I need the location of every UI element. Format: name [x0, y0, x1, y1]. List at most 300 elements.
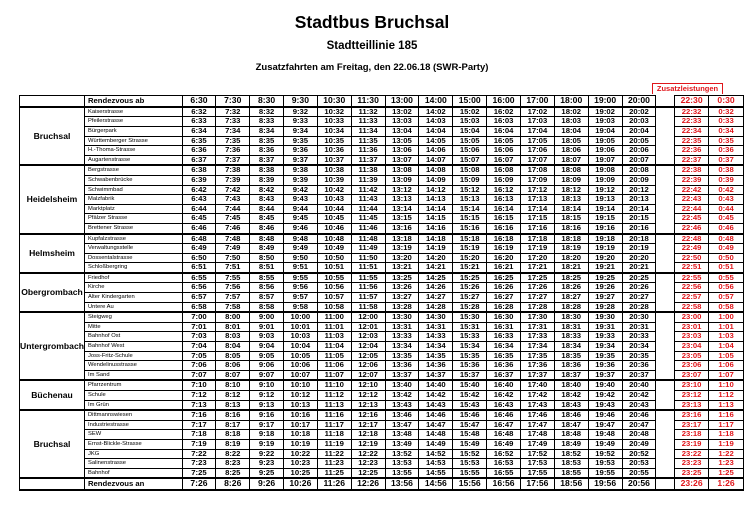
- time-cell: 9:06: [250, 361, 284, 371]
- extra-time-cell: 22:49: [675, 244, 709, 254]
- time-cell: 13:48: [385, 430, 419, 440]
- time-cell: 20:27: [622, 293, 656, 303]
- time-cell: 18:04: [554, 126, 588, 136]
- stop-name: Pfälzer Strasse: [84, 214, 182, 224]
- time-cell: 9:22: [250, 449, 284, 459]
- time-cell: 11:10: [317, 380, 351, 390]
- time-cell: 13:14: [385, 204, 419, 214]
- time-cell: 10:18: [283, 430, 317, 440]
- time-cell: 9:07: [250, 370, 284, 380]
- time-cell: 6:46: [182, 223, 216, 233]
- stop-name: Salinenstrasse: [84, 459, 182, 469]
- stop-name: Kupfalzstrasse: [84, 234, 182, 244]
- time-cell: 20:25: [622, 273, 656, 283]
- time-cell: 13:30: [385, 312, 419, 322]
- stop-name: Pfeilerstrasse: [84, 117, 182, 127]
- time-cell: 20:13: [622, 195, 656, 205]
- stop-name: Bergstrasse: [84, 165, 182, 175]
- time-cell: 18:33: [554, 332, 588, 342]
- time-cell: 18:36: [554, 361, 588, 371]
- time-cell: 19:30: [588, 312, 622, 322]
- table-row: [20, 223, 744, 233]
- time-cell: 11:26: [317, 478, 351, 490]
- time-cell: 14:25: [419, 273, 453, 283]
- time-cell: 9:46: [283, 223, 317, 233]
- time-cell: 13:02: [385, 107, 419, 117]
- time-cell: 7:17: [182, 420, 216, 430]
- time-cell: 6:39: [182, 175, 216, 185]
- time-cell: 18:28: [554, 302, 588, 312]
- extra-time-cell: 23:19: [675, 439, 709, 449]
- time-cell: 13:37: [385, 370, 419, 380]
- time-cell: 8:49: [250, 244, 284, 254]
- time-cell: 20:05: [622, 136, 656, 146]
- column-gap: [656, 342, 675, 352]
- time-cell: 17:13: [520, 195, 554, 205]
- time-cell: 13:20: [385, 253, 419, 263]
- time-cell: 6:51: [182, 263, 216, 273]
- time-cell: 8:05: [216, 351, 250, 361]
- time-cell: 7:18: [182, 430, 216, 440]
- time-cell: 6:33: [182, 117, 216, 127]
- time-cell: 7:37: [216, 155, 250, 165]
- time-cell: 13:27: [385, 293, 419, 303]
- time-cell: 14:03: [419, 117, 453, 127]
- time-cell: 17:07: [520, 155, 554, 165]
- stop-name: Schloßbergring: [84, 263, 182, 273]
- time-cell: 20:28: [622, 302, 656, 312]
- time-cell: 17:18: [520, 234, 554, 244]
- time-cell: 20:43: [622, 400, 656, 410]
- time-cell: 10:46: [317, 223, 351, 233]
- time-cell: 7:35: [216, 136, 250, 146]
- time-cell: 14:16: [419, 223, 453, 233]
- time-cell: 10:43: [317, 195, 351, 205]
- time-cell: 10:56: [317, 283, 351, 293]
- time-cell: 19:35: [588, 351, 622, 361]
- column-gap: [656, 136, 675, 146]
- time-cell: 20:21: [622, 263, 656, 273]
- time-cell: 14:26: [419, 283, 453, 293]
- time-cell: 13:21: [385, 263, 419, 273]
- time-cell: 18:53: [554, 459, 588, 469]
- time-cell: 8:03: [216, 332, 250, 342]
- time-cell: 19:55: [588, 468, 622, 478]
- column-gap: [656, 244, 675, 254]
- time-cell: 16:30: [487, 312, 521, 322]
- stop-name: JKG: [84, 449, 182, 459]
- time-cell: 17:49: [520, 439, 554, 449]
- time-cell: 15:31: [453, 322, 487, 332]
- time-cell: 16:09: [487, 175, 521, 185]
- time-cell: 8:38: [250, 165, 284, 175]
- time-cell: 17:15: [520, 214, 554, 224]
- column-gap: [656, 126, 675, 136]
- time-cell: 17:43: [520, 400, 554, 410]
- time-cell: 18:05: [554, 136, 588, 146]
- time-cell: 10:36: [317, 146, 351, 156]
- time-cell: 15:18: [453, 234, 487, 244]
- time-cell: 19:36: [588, 361, 622, 371]
- extra-time-cell: 22:45: [675, 214, 709, 224]
- time-cell: 13:15: [385, 214, 419, 224]
- time-cell: 8:55: [250, 273, 284, 283]
- time-cell: 8:17: [216, 420, 250, 430]
- time-cell: 13:12: [385, 185, 419, 195]
- extra-time-cell: 1:17: [709, 420, 744, 430]
- time-cell: 18:27: [554, 293, 588, 303]
- time-cell: 16:08: [487, 165, 521, 175]
- time-cell: 16:53: [487, 459, 521, 469]
- stop-name: H.-Thoma-Strasse: [84, 146, 182, 156]
- time-cell: 10:45: [317, 214, 351, 224]
- time-cell: 6:50: [182, 253, 216, 263]
- time-cell: 8:50: [250, 253, 284, 263]
- column-gap: [656, 370, 675, 380]
- zone-cell-empty: [20, 478, 85, 490]
- stop-name: Dossentalstrasse: [84, 253, 182, 263]
- table-row: [20, 420, 744, 430]
- extra-time-cell: 1:23: [709, 459, 744, 469]
- time-cell: 14:18: [419, 234, 453, 244]
- time-cell: 19:31: [588, 322, 622, 332]
- extra-time-cell: 23:01: [675, 322, 709, 332]
- time-cell: 7:23: [182, 459, 216, 469]
- zone-name: Heidelsheim: [20, 165, 85, 233]
- time-cell: 16:26: [487, 283, 521, 293]
- time-cell: 19:07: [588, 155, 622, 165]
- time-cell: 18:42: [554, 391, 588, 401]
- time-cell: 7:00: [182, 312, 216, 322]
- time-cell: 15:15: [453, 214, 487, 224]
- time-cell: 17:02: [520, 107, 554, 117]
- time-cell: 16:03: [487, 117, 521, 127]
- extra-time-cell: 23:10: [675, 380, 709, 390]
- time-cell: 18:19: [554, 244, 588, 254]
- time-cell: 20:16: [622, 223, 656, 233]
- extra-time-cell: 0:51: [709, 263, 744, 273]
- time-cell: 10:17: [283, 420, 317, 430]
- extra-time-cell: 0:55: [709, 273, 744, 283]
- table-row: [20, 136, 744, 146]
- extra-time-cell: 1:06: [709, 361, 744, 371]
- column-gap: [656, 283, 675, 293]
- extra-time-cell: 1:25: [709, 468, 744, 478]
- stop-name: Schule: [84, 391, 182, 401]
- time-cell: 14:35: [419, 351, 453, 361]
- stop-name: Schwabenbrücke: [84, 175, 182, 185]
- time-cell: 18:37: [554, 370, 588, 380]
- time-cell: 15:08: [453, 165, 487, 175]
- time-cell: 12:12: [351, 391, 385, 401]
- time-cell: 15:26: [453, 283, 487, 293]
- table-row: [20, 351, 744, 361]
- time-cell: 11:01: [317, 322, 351, 332]
- time-cell: 13:53: [385, 459, 419, 469]
- time-cell: 8:32: [250, 107, 284, 117]
- time-cell: 12:19: [351, 439, 385, 449]
- stop-name: Schwimmbad: [84, 185, 182, 195]
- time-cell: 16:34: [487, 342, 521, 352]
- column-gap: [656, 96, 675, 107]
- time-cell: 14:36: [419, 361, 453, 371]
- time-cell: 9:34: [283, 126, 317, 136]
- time-cell: 12:05: [351, 351, 385, 361]
- time-cell: 11:36: [351, 146, 385, 156]
- time-cell: 11:04: [317, 342, 351, 352]
- time-cell: 17:06: [520, 146, 554, 156]
- time-cell: 10:30: [317, 96, 351, 107]
- time-cell: 8:45: [250, 214, 284, 224]
- stop-name: Wendelinusstrasse: [84, 361, 182, 371]
- time-cell: 19:20: [588, 253, 622, 263]
- extra-time-cell: 22:39: [675, 175, 709, 185]
- time-cell: 14:13: [419, 195, 453, 205]
- time-cell: 17:30: [520, 312, 554, 322]
- time-cell: 14:31: [419, 322, 453, 332]
- table-row: [20, 302, 744, 312]
- time-cell: 12:22: [351, 449, 385, 459]
- time-cell: 11:50: [351, 253, 385, 263]
- time-cell: 18:35: [554, 351, 588, 361]
- extra-time-cell: 0:50: [709, 253, 744, 263]
- time-cell: 10:25: [283, 468, 317, 478]
- time-cell: 6:38: [182, 165, 216, 175]
- time-cell: 15:21: [453, 263, 487, 273]
- time-cell: 17:20: [520, 253, 554, 263]
- extra-time-cell: 23:07: [675, 370, 709, 380]
- time-cell: 10:38: [317, 165, 351, 175]
- time-cell: 14:14: [419, 204, 453, 214]
- time-cell: 12:10: [351, 380, 385, 390]
- time-cell: 11:46: [351, 223, 385, 233]
- time-cell: 19:18: [588, 234, 622, 244]
- time-cell: 7:03: [182, 332, 216, 342]
- time-cell: 18:03: [554, 117, 588, 127]
- time-cell: 9:25: [250, 468, 284, 478]
- time-cell: 15:13: [453, 195, 487, 205]
- time-cell: 19:48: [588, 430, 622, 440]
- extra-time-cell: 0:35: [709, 136, 744, 146]
- stop-name: Kaiserstrasse: [84, 107, 182, 117]
- time-cell: 11:22: [317, 449, 351, 459]
- time-cell: 16:02: [487, 107, 521, 117]
- time-cell: 12:03: [351, 332, 385, 342]
- time-cell: 8:58: [250, 302, 284, 312]
- time-cell: 11:44: [351, 204, 385, 214]
- extra-time-cell: 0:33: [709, 117, 744, 127]
- extra-time-cell: 22:51: [675, 263, 709, 273]
- time-cell: 18:52: [554, 449, 588, 459]
- time-cell: 20:33: [622, 332, 656, 342]
- column-gap: [656, 459, 675, 469]
- column-gap: [656, 214, 675, 224]
- time-cell: 9:17: [250, 420, 284, 430]
- time-cell: 17:37: [520, 370, 554, 380]
- time-cell: 7:01: [182, 322, 216, 332]
- column-gap: [656, 351, 675, 361]
- table-row: [20, 126, 744, 136]
- time-cell: 18:13: [554, 195, 588, 205]
- time-cell: 20:18: [622, 234, 656, 244]
- time-cell: 18:16: [554, 223, 588, 233]
- extra-time-cell: 22:38: [675, 165, 709, 175]
- time-cell: 10:42: [317, 185, 351, 195]
- time-cell: 20:15: [622, 214, 656, 224]
- time-cell: 14:37: [419, 370, 453, 380]
- time-cell: 9:55: [283, 273, 317, 283]
- time-cell: 18:55: [554, 468, 588, 478]
- time-cell: 15:33: [453, 332, 487, 342]
- time-cell: 17:19: [520, 244, 554, 254]
- table-row: [20, 410, 744, 420]
- time-cell: 8:23: [216, 459, 250, 469]
- table-row: [20, 332, 744, 342]
- time-cell: 9:12: [250, 391, 284, 401]
- time-cell: 8:43: [250, 195, 284, 205]
- time-cell: 19:52: [588, 449, 622, 459]
- table-row: [20, 312, 744, 322]
- time-cell: 9:48: [283, 234, 317, 244]
- time-cell: 16:15: [487, 214, 521, 224]
- time-cell: 15:20: [453, 253, 487, 263]
- extra-time-cell: 23:13: [675, 400, 709, 410]
- table-row: [20, 439, 744, 449]
- time-cell: 11:16: [317, 410, 351, 420]
- time-cell: 11:57: [351, 293, 385, 303]
- table-row: [20, 263, 744, 273]
- time-cell: 17:31: [520, 322, 554, 332]
- time-cell: 19:49: [588, 439, 622, 449]
- time-cell: 19:28: [588, 302, 622, 312]
- time-cell: 8:06: [216, 361, 250, 371]
- time-cell: 15:04: [453, 126, 487, 136]
- time-cell: 8:56: [250, 283, 284, 293]
- time-cell: 7:19: [182, 439, 216, 449]
- time-cell: 8:51: [250, 263, 284, 273]
- extra-time-cell: 1:04: [709, 342, 744, 352]
- time-cell: 20:12: [622, 185, 656, 195]
- zone-cell-empty: [20, 96, 85, 107]
- time-cell: 11:19: [317, 439, 351, 449]
- time-cell: 13:13: [385, 195, 419, 205]
- time-cell: 9:37: [283, 155, 317, 165]
- time-cell: 11:06: [317, 361, 351, 371]
- time-cell: 10:51: [317, 263, 351, 273]
- stop-name: Bürgerpark: [84, 126, 182, 136]
- column-gap: [656, 175, 675, 185]
- time-cell: 11:38: [351, 165, 385, 175]
- extra-time-cell: 1:26: [709, 478, 744, 490]
- time-cell: 19:13: [588, 195, 622, 205]
- time-cell: 16:04: [487, 126, 521, 136]
- time-cell: 9:35: [283, 136, 317, 146]
- time-cell: 17:27: [520, 293, 554, 303]
- time-cell: 19:12: [588, 185, 622, 195]
- time-cell: 19:02: [588, 107, 622, 117]
- time-cell: 15:05: [453, 136, 487, 146]
- stop-name: Bahnhof West: [84, 342, 182, 352]
- time-cell: 15:28: [453, 302, 487, 312]
- stop-name: Kirche: [84, 283, 182, 293]
- time-cell: 17:25: [520, 273, 554, 283]
- time-cell: 19:21: [588, 263, 622, 273]
- time-cell: 16:48: [487, 430, 521, 440]
- time-cell: 6:30: [182, 96, 216, 107]
- time-cell: 16:55: [487, 468, 521, 478]
- time-cell: 14:00: [419, 96, 453, 107]
- extra-time-cell: 22:32: [675, 107, 709, 117]
- time-cell: 7:26: [182, 478, 216, 490]
- time-cell: 6:48: [182, 234, 216, 244]
- time-cell: 12:17: [351, 420, 385, 430]
- time-cell: 7:07: [182, 370, 216, 380]
- time-cell: 16:25: [487, 273, 521, 283]
- time-cell: 17:12: [520, 185, 554, 195]
- extra-time-cell: 22:33: [675, 117, 709, 127]
- extra-time-cell: 23:18: [675, 430, 709, 440]
- stop-name: Augartenstrasse: [84, 155, 182, 165]
- table-row: [20, 204, 744, 214]
- time-cell: 13:26: [385, 283, 419, 293]
- time-cell: 14:04: [419, 126, 453, 136]
- page-title: Stadtbus Bruchsal: [294, 12, 450, 32]
- time-cell: 13:55: [385, 468, 419, 478]
- time-cell: 11:18: [317, 430, 351, 440]
- extra-time-cell: 23:22: [675, 449, 709, 459]
- extra-time-cell: 0:38: [709, 165, 744, 175]
- time-cell: 6:43: [182, 195, 216, 205]
- time-cell: 9:26: [250, 478, 284, 490]
- time-cell: 7:36: [216, 146, 250, 156]
- time-cell: 13:43: [385, 400, 419, 410]
- time-cell: 17:40: [520, 380, 554, 390]
- time-cell: 9:58: [283, 302, 317, 312]
- time-cell: 8:04: [216, 342, 250, 352]
- time-cell: 10:33: [317, 117, 351, 127]
- time-cell: 16:21: [487, 263, 521, 273]
- extra-time-cell: 0:49: [709, 244, 744, 254]
- column-gap: [656, 293, 675, 303]
- time-cell: 17:21: [520, 263, 554, 273]
- time-cell: 12:01: [351, 322, 385, 332]
- time-cell: 15:48: [453, 430, 487, 440]
- stop-name: Alter Kindergarten: [84, 293, 182, 303]
- time-cell: 11:25: [317, 468, 351, 478]
- time-cell: 15:19: [453, 244, 487, 254]
- time-cell: 16:12: [487, 185, 521, 195]
- time-cell: 15:35: [453, 351, 487, 361]
- zone-name: Obergrombach: [20, 273, 85, 312]
- time-cell: 15:34: [453, 342, 487, 352]
- time-cell: 13:42: [385, 391, 419, 401]
- column-gap: [656, 195, 675, 205]
- extra-time-cell: 0:44: [709, 204, 744, 214]
- extra-time-cell: 22:58: [675, 302, 709, 312]
- time-cell: 6:35: [182, 136, 216, 146]
- time-cell: 15:52: [453, 449, 487, 459]
- time-cell: 12:25: [351, 468, 385, 478]
- time-cell: 18:14: [554, 204, 588, 214]
- time-cell: 7:10: [182, 380, 216, 390]
- stop-name: Württemberger Strasse: [84, 136, 182, 146]
- stop-name: Dittmannswiesen: [84, 410, 182, 420]
- time-cell: 17:46: [520, 410, 554, 420]
- time-cell: 17:03: [520, 117, 554, 127]
- time-cell: 7:33: [216, 117, 250, 127]
- time-cell: 10:55: [317, 273, 351, 283]
- extra-time-cell: 22:56: [675, 283, 709, 293]
